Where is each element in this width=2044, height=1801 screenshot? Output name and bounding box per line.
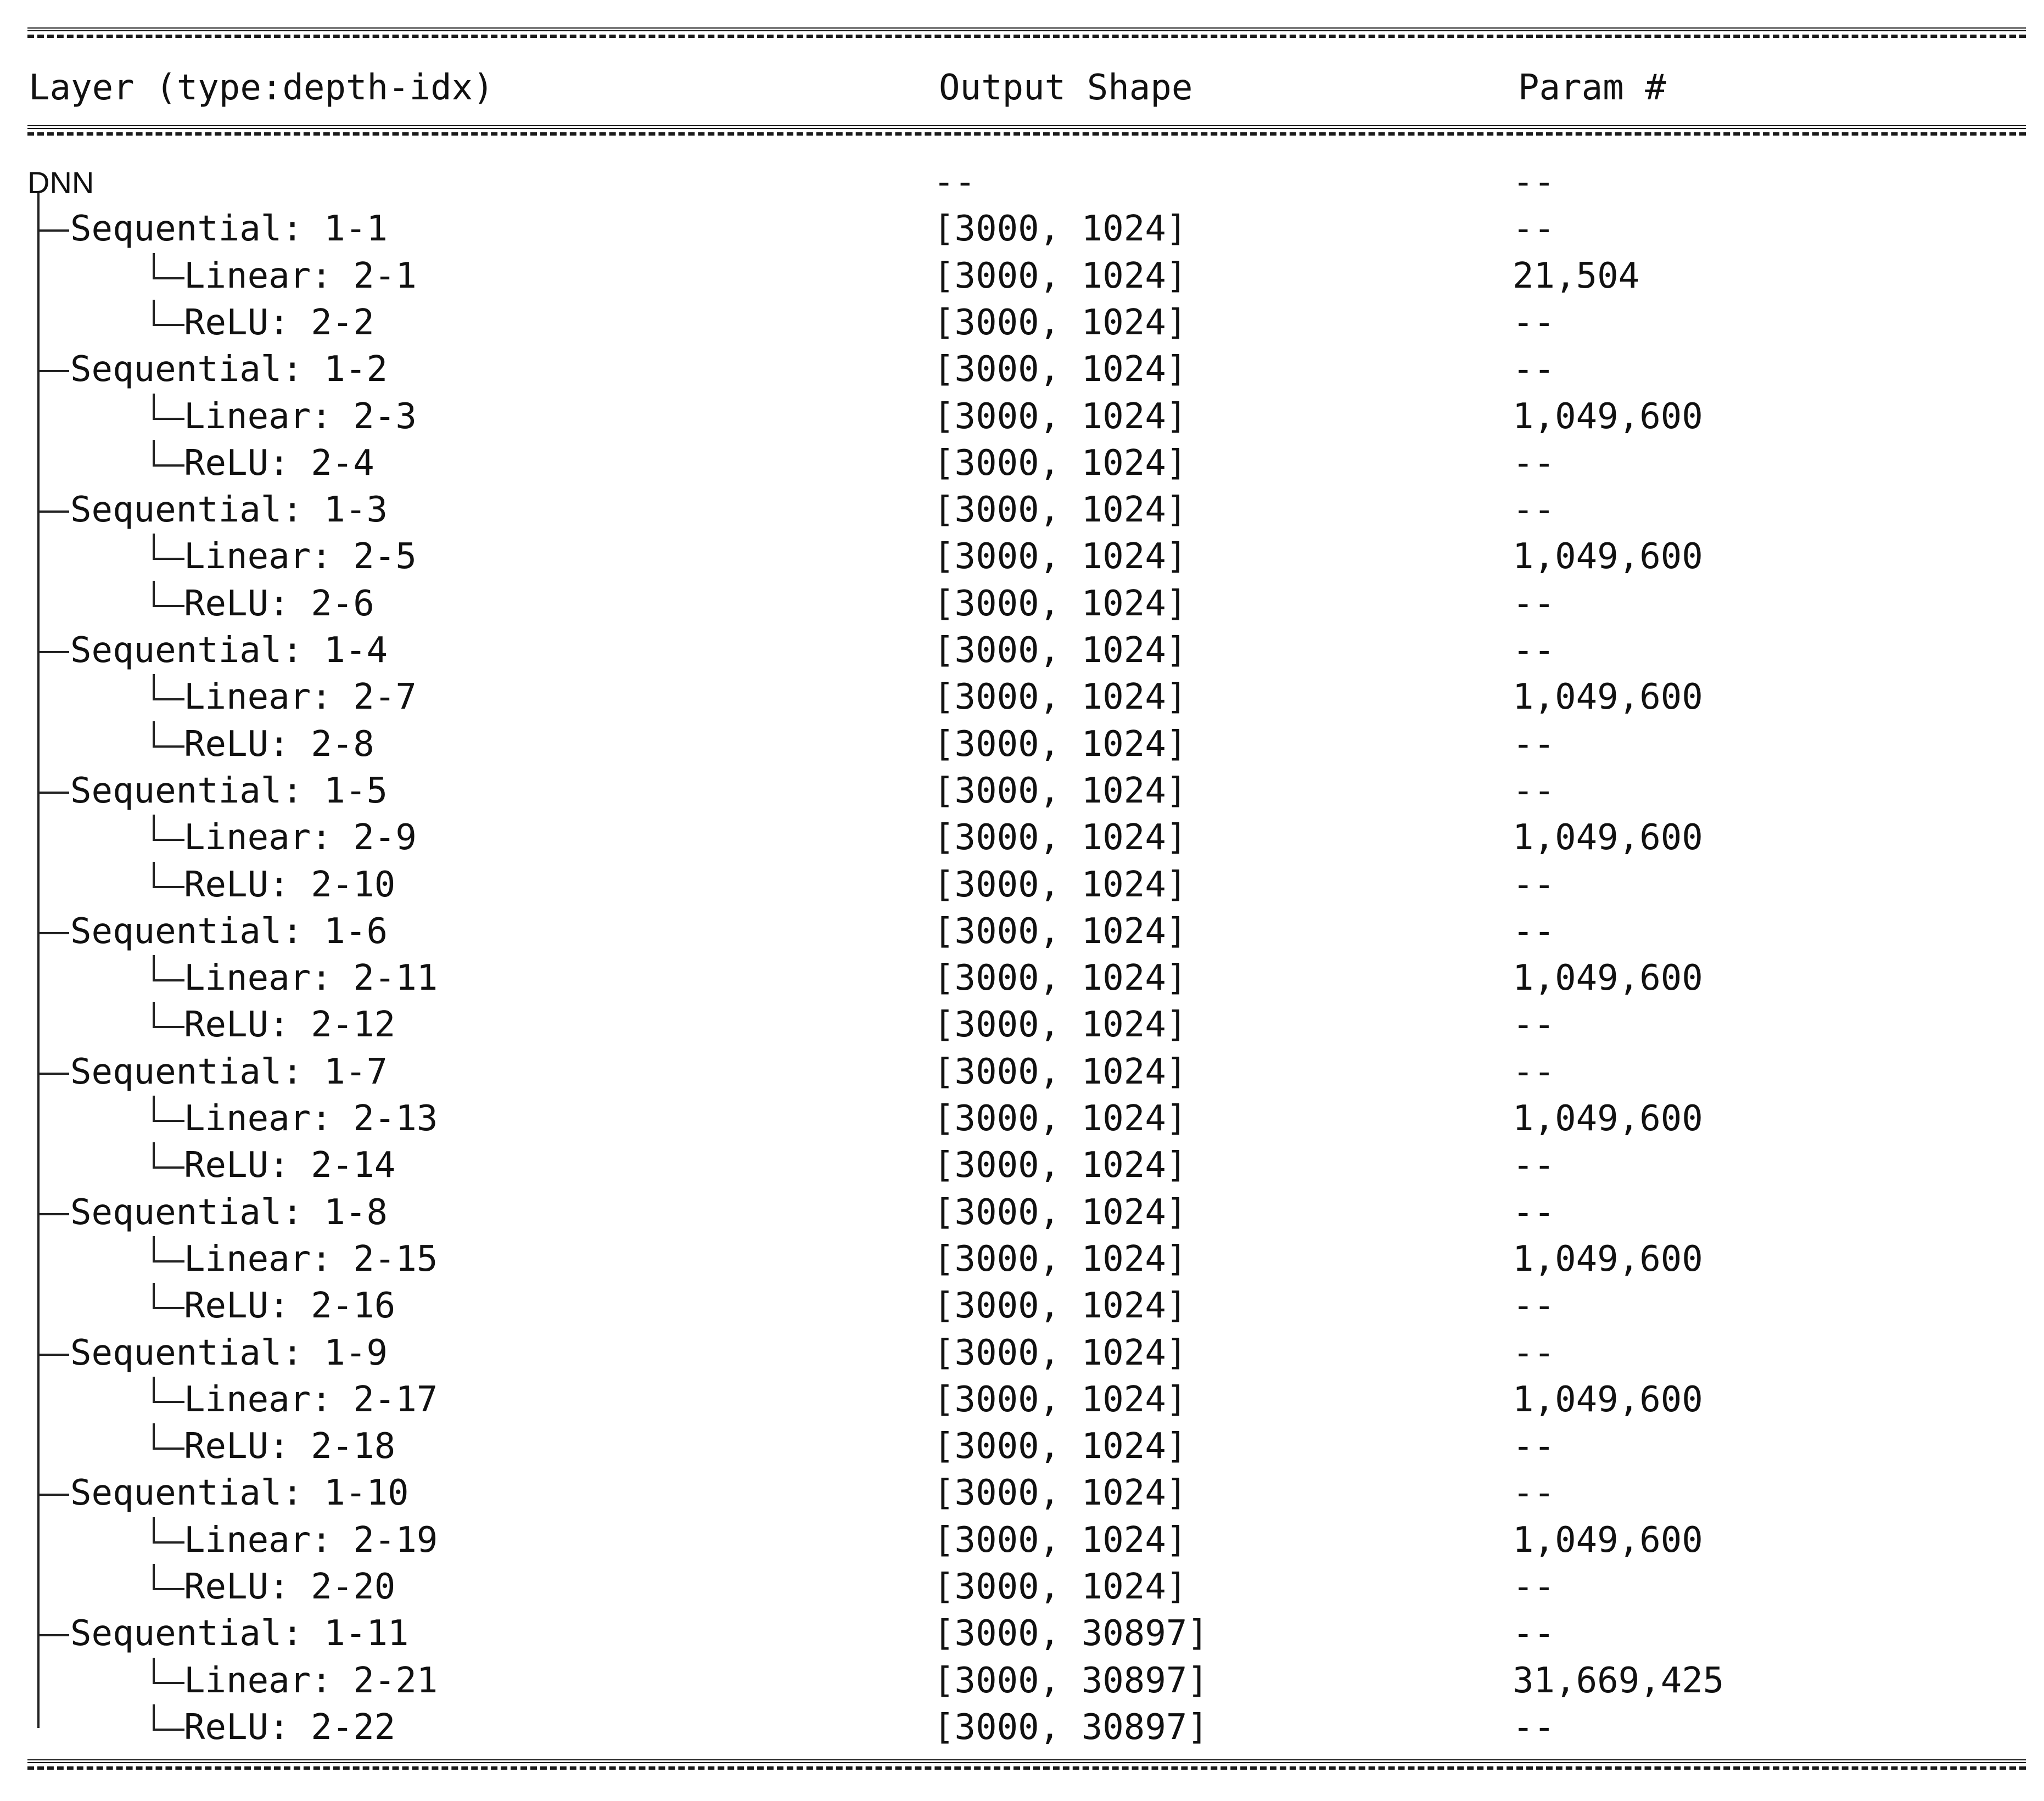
table-row: [0, 487, 2044, 534]
param-count: --: [1513, 1613, 1555, 1654]
table-row: [0, 1049, 2044, 1096]
tree-leaf-connector: [153, 440, 184, 467]
output-shape: [3000, 1024]: [933, 302, 1188, 343]
layer-name: Sequential: 1-3: [70, 490, 388, 531]
table-row: [0, 1423, 2044, 1470]
output-shape: [3000, 1024]: [933, 490, 1188, 531]
output-shape: [3000, 30897]: [933, 1660, 1208, 1701]
output-shape: [3000, 1024]: [933, 1426, 1188, 1467]
table-row: [0, 1096, 2044, 1142]
param-count: --: [1513, 209, 1555, 250]
bottom-separator: [27, 1759, 2026, 1777]
output-shape: [3000, 1024]: [933, 1379, 1188, 1420]
tree-branch-connector: [38, 1213, 69, 1215]
layer-name: Sequential: 1-1: [70, 209, 388, 250]
tree-branch-connector: [38, 229, 69, 232]
table-row: [0, 1330, 2044, 1377]
param-count: --: [1513, 1286, 1555, 1327]
tree-leaf-connector: [153, 1283, 184, 1309]
param-count: --: [1513, 490, 1555, 531]
tree-leaf-connector: [153, 1002, 184, 1028]
tree-branch-connector: [38, 1494, 69, 1496]
layer-name: Sequential: 1-11: [70, 1613, 409, 1654]
param-count: --: [1513, 1192, 1555, 1233]
table-row: [0, 159, 2044, 206]
layer-name: Linear: 2-3: [184, 396, 417, 437]
tree-leaf-connector: [153, 1377, 184, 1403]
param-count: --: [1513, 1426, 1555, 1467]
table-row: [0, 534, 2044, 580]
layer-name: ReLU: 2-2: [184, 302, 374, 343]
param-count: --: [1513, 864, 1555, 905]
table-row: [0, 1658, 2044, 1704]
param-count: --: [1513, 302, 1555, 343]
tree-leaf-connector: [153, 300, 184, 326]
table-row: [0, 908, 2044, 955]
layer-name: DNN: [27, 165, 94, 200]
output-shape: [3000, 1024]: [933, 958, 1188, 999]
tree-branch-connector: [38, 370, 69, 372]
output-shape: [3000, 1024]: [933, 1473, 1188, 1514]
param-count: 1,049,600: [1513, 1238, 1703, 1280]
layer-name: Sequential: 1-8: [70, 1192, 388, 1233]
layer-name: Sequential: 1-5: [70, 770, 388, 811]
output-shape: [3000, 1024]: [933, 1192, 1188, 1233]
param-count: 1,049,600: [1513, 1098, 1703, 1139]
param-count: 1,049,600: [1513, 1519, 1703, 1561]
layer-name: ReLU: 2-16: [184, 1286, 396, 1327]
param-count: 1,049,600: [1513, 677, 1703, 718]
layer-name: ReLU: 2-6: [184, 583, 374, 624]
param-count: --: [1513, 1145, 1555, 1186]
layer-name: ReLU: 2-22: [184, 1707, 396, 1748]
layer-name: ReLU: 2-10: [184, 864, 396, 905]
tree-leaf-connector: [153, 1658, 184, 1684]
param-count: 31,669,425: [1513, 1660, 1724, 1701]
table-row: [0, 1190, 2044, 1236]
tree-branch-connector: [38, 932, 69, 934]
layer-name: Linear: 2-1: [184, 255, 417, 296]
tree-leaf-connector: [153, 253, 184, 279]
output-shape: [3000, 1024]: [933, 677, 1188, 718]
tree-branch-connector: [38, 1354, 69, 1356]
output-shape: [3000, 30897]: [933, 1613, 1208, 1654]
param-count: --: [1513, 1567, 1555, 1607]
output-shape: [3000, 1024]: [933, 1005, 1188, 1046]
tree-leaf-connector: [153, 1517, 184, 1544]
table-row: [0, 955, 2044, 1002]
table-row: [0, 346, 2044, 393]
table-row: [0, 815, 2044, 861]
layer-name: Linear: 2-5: [184, 536, 417, 577]
tree-leaf-connector: [153, 1423, 184, 1450]
layer-name: ReLU: 2-20: [184, 1567, 396, 1607]
tree-leaf-connector: [153, 394, 184, 420]
tree-leaf-connector: [153, 1704, 184, 1731]
param-count: --: [1513, 162, 1555, 203]
layer-name: Linear: 2-13: [184, 1098, 438, 1139]
layer-name: ReLU: 2-14: [184, 1145, 396, 1186]
param-count: 1,049,600: [1513, 396, 1703, 437]
tree-branch-connector: [38, 651, 69, 653]
output-shape: [3000, 1024]: [933, 1567, 1188, 1607]
layer-name: Sequential: 1-6: [70, 911, 388, 952]
table-row: [0, 1142, 2044, 1189]
output-shape: [3000, 1024]: [933, 1519, 1188, 1561]
param-count: 1,049,600: [1513, 1379, 1703, 1420]
table-row: [0, 1470, 2044, 1517]
tree-leaf-connector: [153, 862, 184, 888]
layer-name: Linear: 2-19: [184, 1519, 438, 1561]
layer-name: ReLU: 2-12: [184, 1005, 396, 1046]
output-shape: [3000, 1024]: [933, 770, 1188, 811]
param-count: --: [1513, 630, 1555, 671]
param-count: --: [1513, 1332, 1555, 1373]
param-count: --: [1513, 770, 1555, 811]
param-count: 21,504: [1513, 255, 1640, 296]
output-shape: [3000, 30897]: [933, 1707, 1208, 1748]
param-count: --: [1513, 583, 1555, 624]
output-shape: [3000, 1024]: [933, 1238, 1188, 1280]
tree-leaf-connector: [153, 1096, 184, 1122]
output-shape: [3000, 1024]: [933, 1051, 1188, 1092]
output-shape: [3000, 1024]: [933, 1332, 1188, 1373]
output-shape: [3000, 1024]: [933, 349, 1188, 390]
layer-name: Linear: 2-15: [184, 1238, 438, 1280]
output-shape: [3000, 1024]: [933, 1098, 1188, 1139]
layer-name: Sequential: 1-2: [70, 349, 388, 390]
layer-name: Sequential: 1-7: [70, 1051, 388, 1092]
layer-name: Linear: 2-17: [184, 1379, 438, 1420]
output-shape: [3000, 1024]: [933, 442, 1188, 484]
tree-leaf-connector: [153, 674, 184, 700]
table-row: [0, 1002, 2044, 1048]
table-row: [0, 394, 2044, 440]
param-count: 1,049,600: [1513, 958, 1703, 999]
output-shape: [3000, 1024]: [933, 209, 1188, 250]
table-row: [0, 1283, 2044, 1329]
table-row: [0, 1377, 2044, 1423]
table-row: [0, 1236, 2044, 1283]
table-row: [0, 1564, 2044, 1611]
output-shape: [3000, 1024]: [933, 396, 1188, 437]
tree-leaf-connector: [153, 581, 184, 607]
tree-leaf-connector: [153, 1564, 184, 1590]
table-row: [0, 1611, 2044, 1657]
output-shape: [3000, 1024]: [933, 864, 1188, 905]
layer-name: ReLU: 2-4: [184, 442, 374, 484]
tree-leaf-connector: [153, 1236, 184, 1263]
layer-name: Linear: 2-7: [184, 677, 417, 718]
output-shape: --: [933, 162, 976, 203]
output-shape: [3000, 1024]: [933, 1286, 1188, 1327]
table-row: [0, 581, 2044, 627]
param-count: --: [1513, 442, 1555, 484]
table-row: [0, 768, 2044, 815]
tree-branch-connector: [38, 1073, 69, 1075]
output-shape: [3000, 1024]: [933, 536, 1188, 577]
layer-name: ReLU: 2-8: [184, 723, 374, 765]
param-count: --: [1513, 1051, 1555, 1092]
table-row: [0, 253, 2044, 300]
header-param-count: Param #: [1518, 68, 1666, 108]
output-shape: [3000, 1024]: [933, 255, 1188, 296]
layer-name: ReLU: 2-18: [184, 1426, 396, 1467]
output-shape: [3000, 1024]: [933, 583, 1188, 624]
table-row: [0, 862, 2044, 908]
tree-leaf-connector: [153, 815, 184, 841]
param-count: --: [1513, 349, 1555, 390]
table-row: [0, 1704, 2044, 1751]
header-layer: Layer (type:depth-idx): [29, 68, 494, 108]
param-count: --: [1513, 1005, 1555, 1046]
header-output-shape: Output Shape: [939, 68, 1193, 108]
param-count: 1,049,600: [1513, 536, 1703, 577]
param-count: --: [1513, 1707, 1555, 1748]
tree-leaf-connector: [153, 955, 184, 981]
layer-name: Sequential: 1-9: [70, 1332, 388, 1373]
layer-name: Linear: 2-11: [184, 958, 438, 999]
tree-branch-connector: [38, 510, 69, 513]
table-row: [0, 721, 2044, 768]
output-shape: [3000, 1024]: [933, 817, 1188, 859]
output-shape: [3000, 1024]: [933, 723, 1188, 765]
param-count: --: [1513, 911, 1555, 952]
output-shape: [3000, 1024]: [933, 911, 1188, 952]
layer-name: Linear: 2-21: [184, 1660, 438, 1701]
layer-name: Sequential: 1-4: [70, 630, 388, 671]
output-shape: [3000, 1024]: [933, 1145, 1188, 1186]
param-count: --: [1513, 1473, 1555, 1514]
table-row: [0, 674, 2044, 721]
tree-leaf-connector: [153, 1142, 184, 1169]
table-row: [0, 440, 2044, 487]
table-row: [0, 1517, 2044, 1564]
param-count: 1,049,600: [1513, 817, 1703, 859]
tree-leaf-connector: [153, 721, 184, 748]
table-row: [0, 206, 2044, 253]
tree-branch-connector: [38, 792, 69, 794]
tree-branch-connector: [38, 1634, 69, 1636]
layer-name: Linear: 2-9: [184, 817, 417, 859]
table-row: [0, 627, 2044, 674]
param-count: --: [1513, 723, 1555, 765]
table-row: [0, 300, 2044, 346]
output-shape: [3000, 1024]: [933, 630, 1188, 671]
tree-leaf-connector: [153, 534, 184, 560]
layer-name: Sequential: 1-10: [70, 1473, 409, 1514]
